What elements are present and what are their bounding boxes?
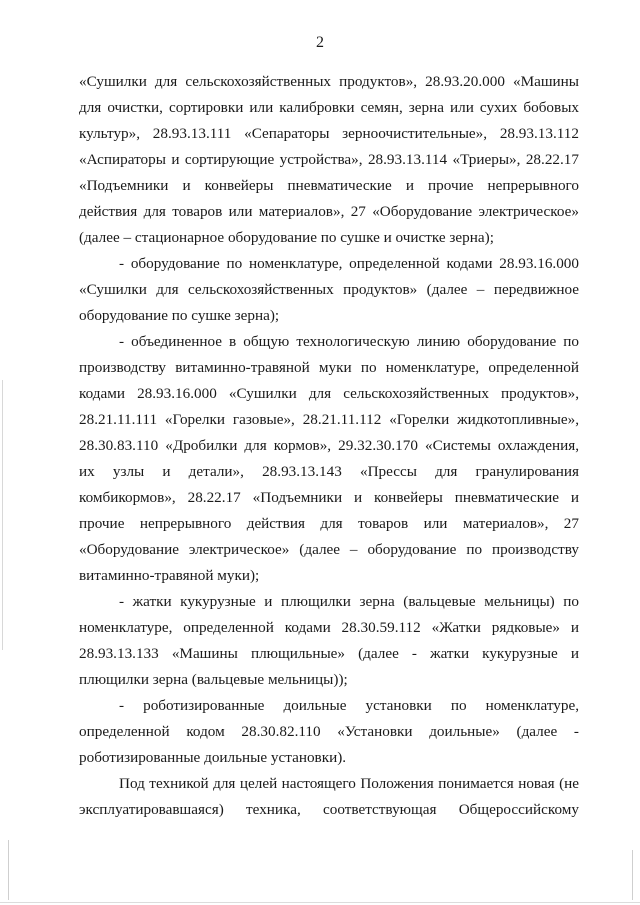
text-line: 28.21.11.111 «Горелки газовые», 28.21.11.112 «Горелки жидкотопливные», xyxy=(79,411,579,428)
scan-artifact-bottom-edge xyxy=(0,902,640,903)
text-line: плющилки зерна (вальцевые мельницы)); xyxy=(79,671,348,688)
text-line: их узлы и детали», 28.93.13.143 «Прессы для гранулирования xyxy=(79,463,579,480)
text-line: - жатки кукурузные и плющилки зерна (вальцевые мельницы) по xyxy=(119,593,579,610)
text-line: кодами 28.93.16.000 «Сушилки для сельскохозяйственных продуктов», xyxy=(79,385,579,402)
text-line: «Сушилки для сельскохозяйственных продуктов» (далее – передвижное xyxy=(79,281,579,298)
text-line: 28.93.13.133 «Машины плющильные» (далее - жатки кукурузные и xyxy=(79,645,579,662)
text-line: витаминно-травяной муки); xyxy=(79,567,260,584)
text-line: - оборудование по номенклатуре, определенной кодами 28.93.16.000 xyxy=(119,255,579,272)
text-line: эксплуатировавшаяся) техника, соответствующая Общероссийскому xyxy=(79,801,579,818)
text-line: «Сушилки для сельскохозяйственных продуктов», 28.93.20.000 «Машины xyxy=(79,73,579,90)
body-text xyxy=(79,69,579,823)
text-line: «Аспираторы и сортирующие устройства», 28.93.13.114 «Триеры», 28.22.17 xyxy=(79,151,579,168)
text-line: «Подъемники и конвейеры пневматические и прочие непрерывного xyxy=(79,177,579,194)
text-line: действия для товаров или материалов», 27 «Оборудование электрическое» xyxy=(79,203,579,220)
text-line: (далее – стационарное оборудование по сушке и очистке зерна); xyxy=(79,229,494,246)
scan-artifact-right-bottom xyxy=(632,850,633,900)
text-line: оборудование по сушке зерна); xyxy=(79,307,280,324)
text-line: 28.30.83.110 «Дробилки для кормов», 29.32.30.170 «Системы охлаждения, xyxy=(79,437,579,454)
text-line: Под техникой для целей настоящего Положения понимается новая (не xyxy=(119,775,579,792)
text-line: производству витаминно-травяной муки по номенклатуре, определенной xyxy=(79,359,579,376)
text-line: определенной кодом 28.30.82.110 «Установки доильные» (далее - xyxy=(79,723,579,740)
text-line: - объединенное в общую технологическую линию оборудование по xyxy=(119,333,579,350)
page-number: 2 xyxy=(316,34,324,51)
text-line: - роботизированные доильные установки по номенклатуре, xyxy=(119,697,579,714)
scan-artifact-left xyxy=(2,380,3,650)
scan-artifact-left-bottom xyxy=(8,840,9,900)
text-line: для очистки, сортировки или калибровки семян, зерна или сухих бобовых xyxy=(79,99,579,116)
text-line: прочие непрерывного действия для товаров или материалов», 27 xyxy=(79,515,579,532)
text-line: роботизированные доильные установки). xyxy=(79,749,347,766)
text-line: культур», 28.93.13.111 «Сепараторы зерноочистительные», 28.93.13.112 xyxy=(79,125,579,142)
text-line: «Оборудование электрическое» (далее – оборудование по производству xyxy=(79,541,579,558)
text-line: комбикормов», 28.22.17 «Подъемники и конвейеры пневматические и xyxy=(79,489,579,506)
text-line: номенклатуре, определенной кодами 28.30.59.112 «Жатки рядковые» и xyxy=(79,619,579,636)
